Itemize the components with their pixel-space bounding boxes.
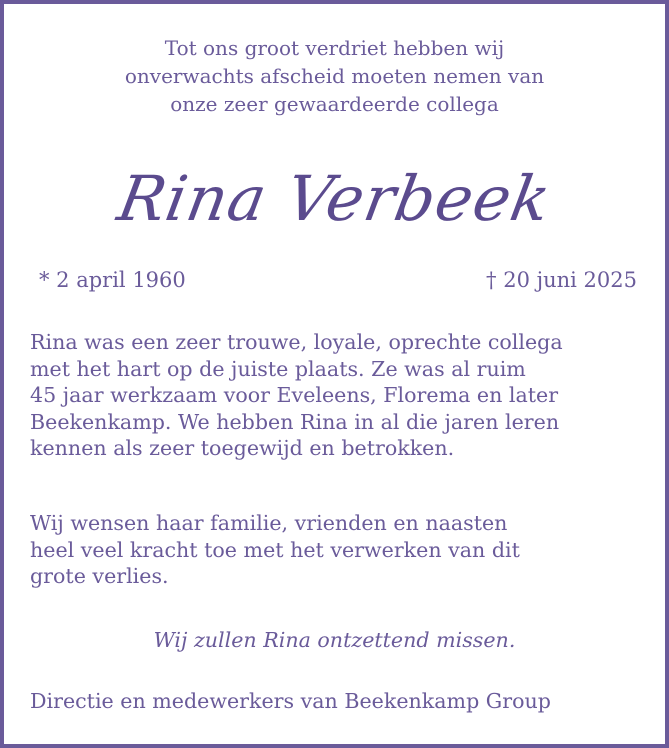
tribute-line-4: Beekenkamp. We hebben Rina in al die jaren leren — [30, 409, 560, 434]
intro-line-1: Tot ons groot verdriet hebben wij — [164, 36, 505, 60]
signoff: Directie en medewerkers van Beekenkamp Group — [30, 689, 551, 713]
birth-date: * 2 april 1960 — [39, 268, 186, 292]
death-date: † 20 juni 2025 — [486, 268, 637, 292]
closing-line: Wij zullen Rina ontzettend missen. — [153, 628, 516, 652]
tribute-line-2: met het hart op de juiste plaats. Ze was al ruim — [30, 356, 526, 381]
intro-line-3: onze zeer gewaardeerde collega — [170, 92, 499, 116]
tribute-paragraph — [30, 329, 645, 462]
condolence-line-3: grote verlies. — [30, 564, 169, 589]
deceased-name: Rina Verbeek — [112, 162, 557, 235]
condolence-line-2: heel veel kracht toe met het verwerken van dit — [30, 537, 520, 562]
tribute-line-3: 45 jaar werkzaam voor Eveleens, Florema en later — [30, 383, 559, 408]
intro-text — [4, 34, 665, 118]
tribute-line-5: kennen als zeer toegewijd en betrokken. — [30, 436, 455, 461]
condolence-line-1: Wij wensen haar familie, vrienden en naasten — [30, 511, 508, 535]
condolence-paragraph — [30, 510, 645, 590]
tribute-line-1: Rina was een zeer trouwe, loyale, oprechte collega — [30, 330, 563, 354]
intro-line-2: onverwachts afscheid moeten nemen van — [124, 64, 545, 88]
